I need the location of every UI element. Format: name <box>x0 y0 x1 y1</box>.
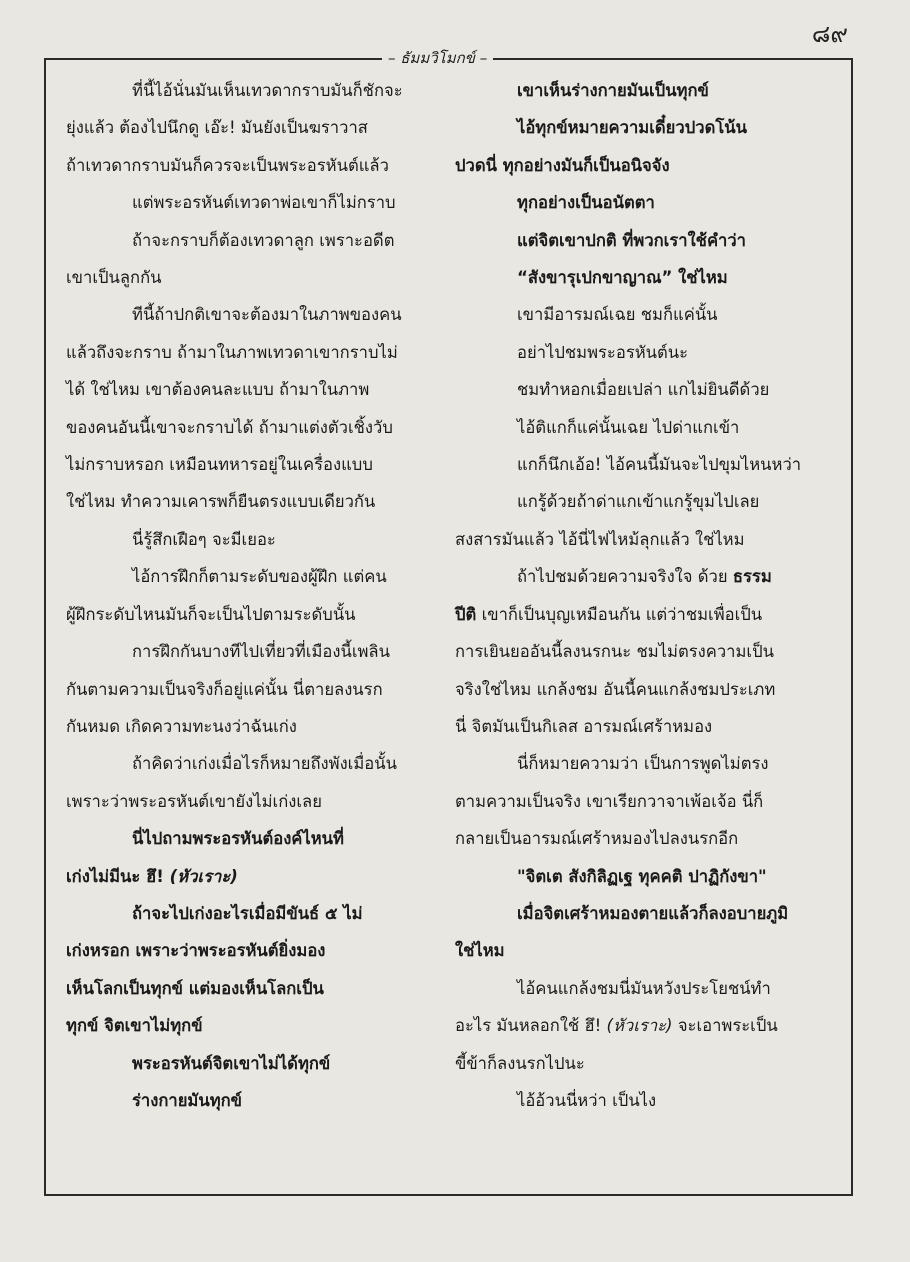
text-line: ยุ่งแล้ว ต้องไปนึกดู เอ๊ะ! มันยังเป็นฆราวาส <box>66 118 368 138</box>
text-line: พระอรหันต์จิตเขาไม่ได้ทุกข์ <box>132 1053 331 1073</box>
text-line: การเยินยออันนี้ลงนรกนะ ชมไม่ตรงความเป็น <box>455 642 774 662</box>
text-line: เขามีอารมณ์เฉย ชมก็แค่นั้น <box>517 305 718 325</box>
text-line: ผู้ฝึกระดับไหนมันก็จะเป็นไปตามระดับนั้น <box>66 604 356 624</box>
text-line: ถ้าไปชมด้วยความจริงใจ ด้วย ธรรม <box>517 567 772 587</box>
text-line: แต่พระอรหันต์เทวดาพ่อเขาก็ไม่กราบ <box>132 193 396 213</box>
text-line: กลายเป็นอารมณ์เศร้าหมองไปลงนรกอีก <box>455 829 739 849</box>
text-line: ที่นี้ไอ้นั่นมันเห็นเทวดากราบมันก็ชักจะ <box>132 81 403 100</box>
text-line: ถ้าคิดว่าเก่งเมื่อไรก็หมายถึงพังเมื่อนั้น <box>132 754 397 774</box>
text-line: เมื่อจิตเศร้าหมองตายแล้วก็ลงอบายภูมิ <box>517 903 789 923</box>
text-line: จริงใช่ไหม แกล้งชม อันนี้คนแกล้งชมประเภท <box>455 679 776 699</box>
text-line: แกก็นึกเอ้อ! ไอ้คนนี้มันจะไปขุมไหนหว่า <box>517 455 802 475</box>
text-line: กันหมด เกิดความทะนงว่าฉันเก่ง <box>66 716 297 736</box>
text-line: แต่จิตเขาปกติ ที่พวกเราใช้คำว่า <box>517 230 746 250</box>
left-column <box>66 72 438 1119</box>
text-line: ถ้าจะไปเก่งอะไรเมื่อมีขันธ์ ๕ ไม่ <box>132 903 363 923</box>
text-line: ร่างกายมันทุกข์ <box>132 1090 243 1110</box>
text-line: ขี้ข้าก็ลงนรกไปนะ <box>455 1053 585 1073</box>
text-line: ใช่ไหม ทำความเคารพก็ยืนตรงแบบเดียวกัน <box>66 492 376 512</box>
text-line: “สังขารุเปกขาญาณ” ใช่ไหม <box>517 268 728 288</box>
text-line: ได้ ใช่ไหม เขาต้องคนละแบบ ถ้ามาในภาพ <box>66 380 370 400</box>
text-line: ถ้าเทวดากราบมันก็ควรจะเป็นพระอรหันต์แล้ว <box>66 155 389 175</box>
running-header: – ธัมมวิโมกข์ – <box>382 46 493 70</box>
text-line: ชมทำหอกเมื่อยเปล่า แกไม่ยินดีด้วย <box>517 380 770 400</box>
text-line: การฝึกกันบางทีไปเที่ยวที่เมืองนี้เพลิน <box>132 642 390 662</box>
text-line: เพราะว่าพระอรหันต์เขายังไม่เก่งเลย <box>66 791 322 811</box>
text-line: ทุกอย่างเป็นอนัตตา <box>517 193 655 213</box>
text-line: เก่งไม่มีนะ ฮึ! (หัวเราะ) <box>66 866 238 886</box>
text-line: ไอ้ทุกข์หมายความเดี๋ยวปวดโน้น <box>517 118 747 138</box>
text-line: ถ้าจะกราบก็ต้องเทวดาลูก เพราะอดีต <box>132 230 395 250</box>
text-line: ตามความเป็นจริง เขาเรียกวาจาเพ้อเจ้อ นี่ก็ <box>455 791 764 811</box>
text-line: ใช่ไหม <box>455 941 505 961</box>
text-line: ไม่กราบหรอก เหมือนทหารอยู่ในเครื่องแบบ <box>66 455 373 475</box>
text-line: นี่ จิตมันเป็นกิเลส อารมณ์เศร้าหมอง <box>455 716 713 736</box>
text-line: นี่ไปถามพระอรหันต์องค์ไหนที่ <box>132 829 344 849</box>
text-line: แกรู้ด้วยถ้าด่าแกเข้าแกรู้ขุมไปเลย <box>517 492 760 512</box>
page-number: ๘๙ <box>811 20 848 48</box>
text-line: สงสารมันแล้ว ไอ้นี่ไฟไหม้ลุกแล้ว ใช่ไหม <box>455 529 745 549</box>
text-line: เขาเห็นร่างกายมันเป็นทุกข์ <box>517 81 709 100</box>
text-line: เห็นโลกเป็นทุกข์ แต่มองเห็นโลกเป็น <box>66 978 324 998</box>
text-line: เขาเป็นลูกกัน <box>66 268 162 288</box>
text-line: นี่ก็หมายความว่า เป็นการพูดไม่ตรง <box>517 754 769 774</box>
text-line: นี่รู้สึกเฝือๆ จะมีเยอะ <box>132 529 276 549</box>
text-line: ปวดนี่ ทุกอย่างมันก็เป็นอนิจจัง <box>455 155 670 175</box>
text-line: กันตามความเป็นจริงก็อยู่แค่นั้น นี่ตายลงนรก <box>66 679 383 699</box>
text-line: ไอ้อ้วนนี่หว่า เป็นไง <box>517 1090 657 1110</box>
text-line: อะไร มันหลอกใช้ ฮึ! (หัวเราะ) จะเอาพระเป็น <box>455 1016 778 1036</box>
right-column <box>455 72 831 1119</box>
text-line: แล้วถึงจะกราบ ถ้ามาในภาพเทวดาเขากราบไม่ <box>66 342 398 362</box>
text-line: ทีนี้ถ้าปกติเขาจะต้องมาในภาพของคน <box>132 305 402 325</box>
text-line: อย่าไปชมพระอรหันต์นะ <box>517 342 689 362</box>
text-line: ของคนอันนี้เขาจะกราบได้ ถ้ามาแต่งตัวเชิ้งวับ <box>66 417 393 437</box>
text-line: ปีติ เขาก็เป็นบุญเหมือนกัน แต่ว่าชมเพื่อเป็น <box>455 604 763 624</box>
text-line: ไอ้ติแกก็แค่นั้นเฉย ไปด่าแกเข้า <box>517 417 740 437</box>
text-line: ทุกข์ จิตเขาไม่ทุกข์ <box>66 1016 203 1036</box>
text-line: ไอ้คนแกล้งชมนี่มันหวังประโยชน์ทำ <box>517 978 771 998</box>
text-line: เก่งหรอก เพราะว่าพระอรหันต์ยิ่งมอง <box>66 941 326 961</box>
text-line: "จิตเต สังกิลิฏเฐ ทุคคติ ปาฏิกังขา" <box>517 866 767 886</box>
text-line: ไอ้การฝึกก็ตามระดับของผู้ฝึก แต่คน <box>132 567 387 587</box>
